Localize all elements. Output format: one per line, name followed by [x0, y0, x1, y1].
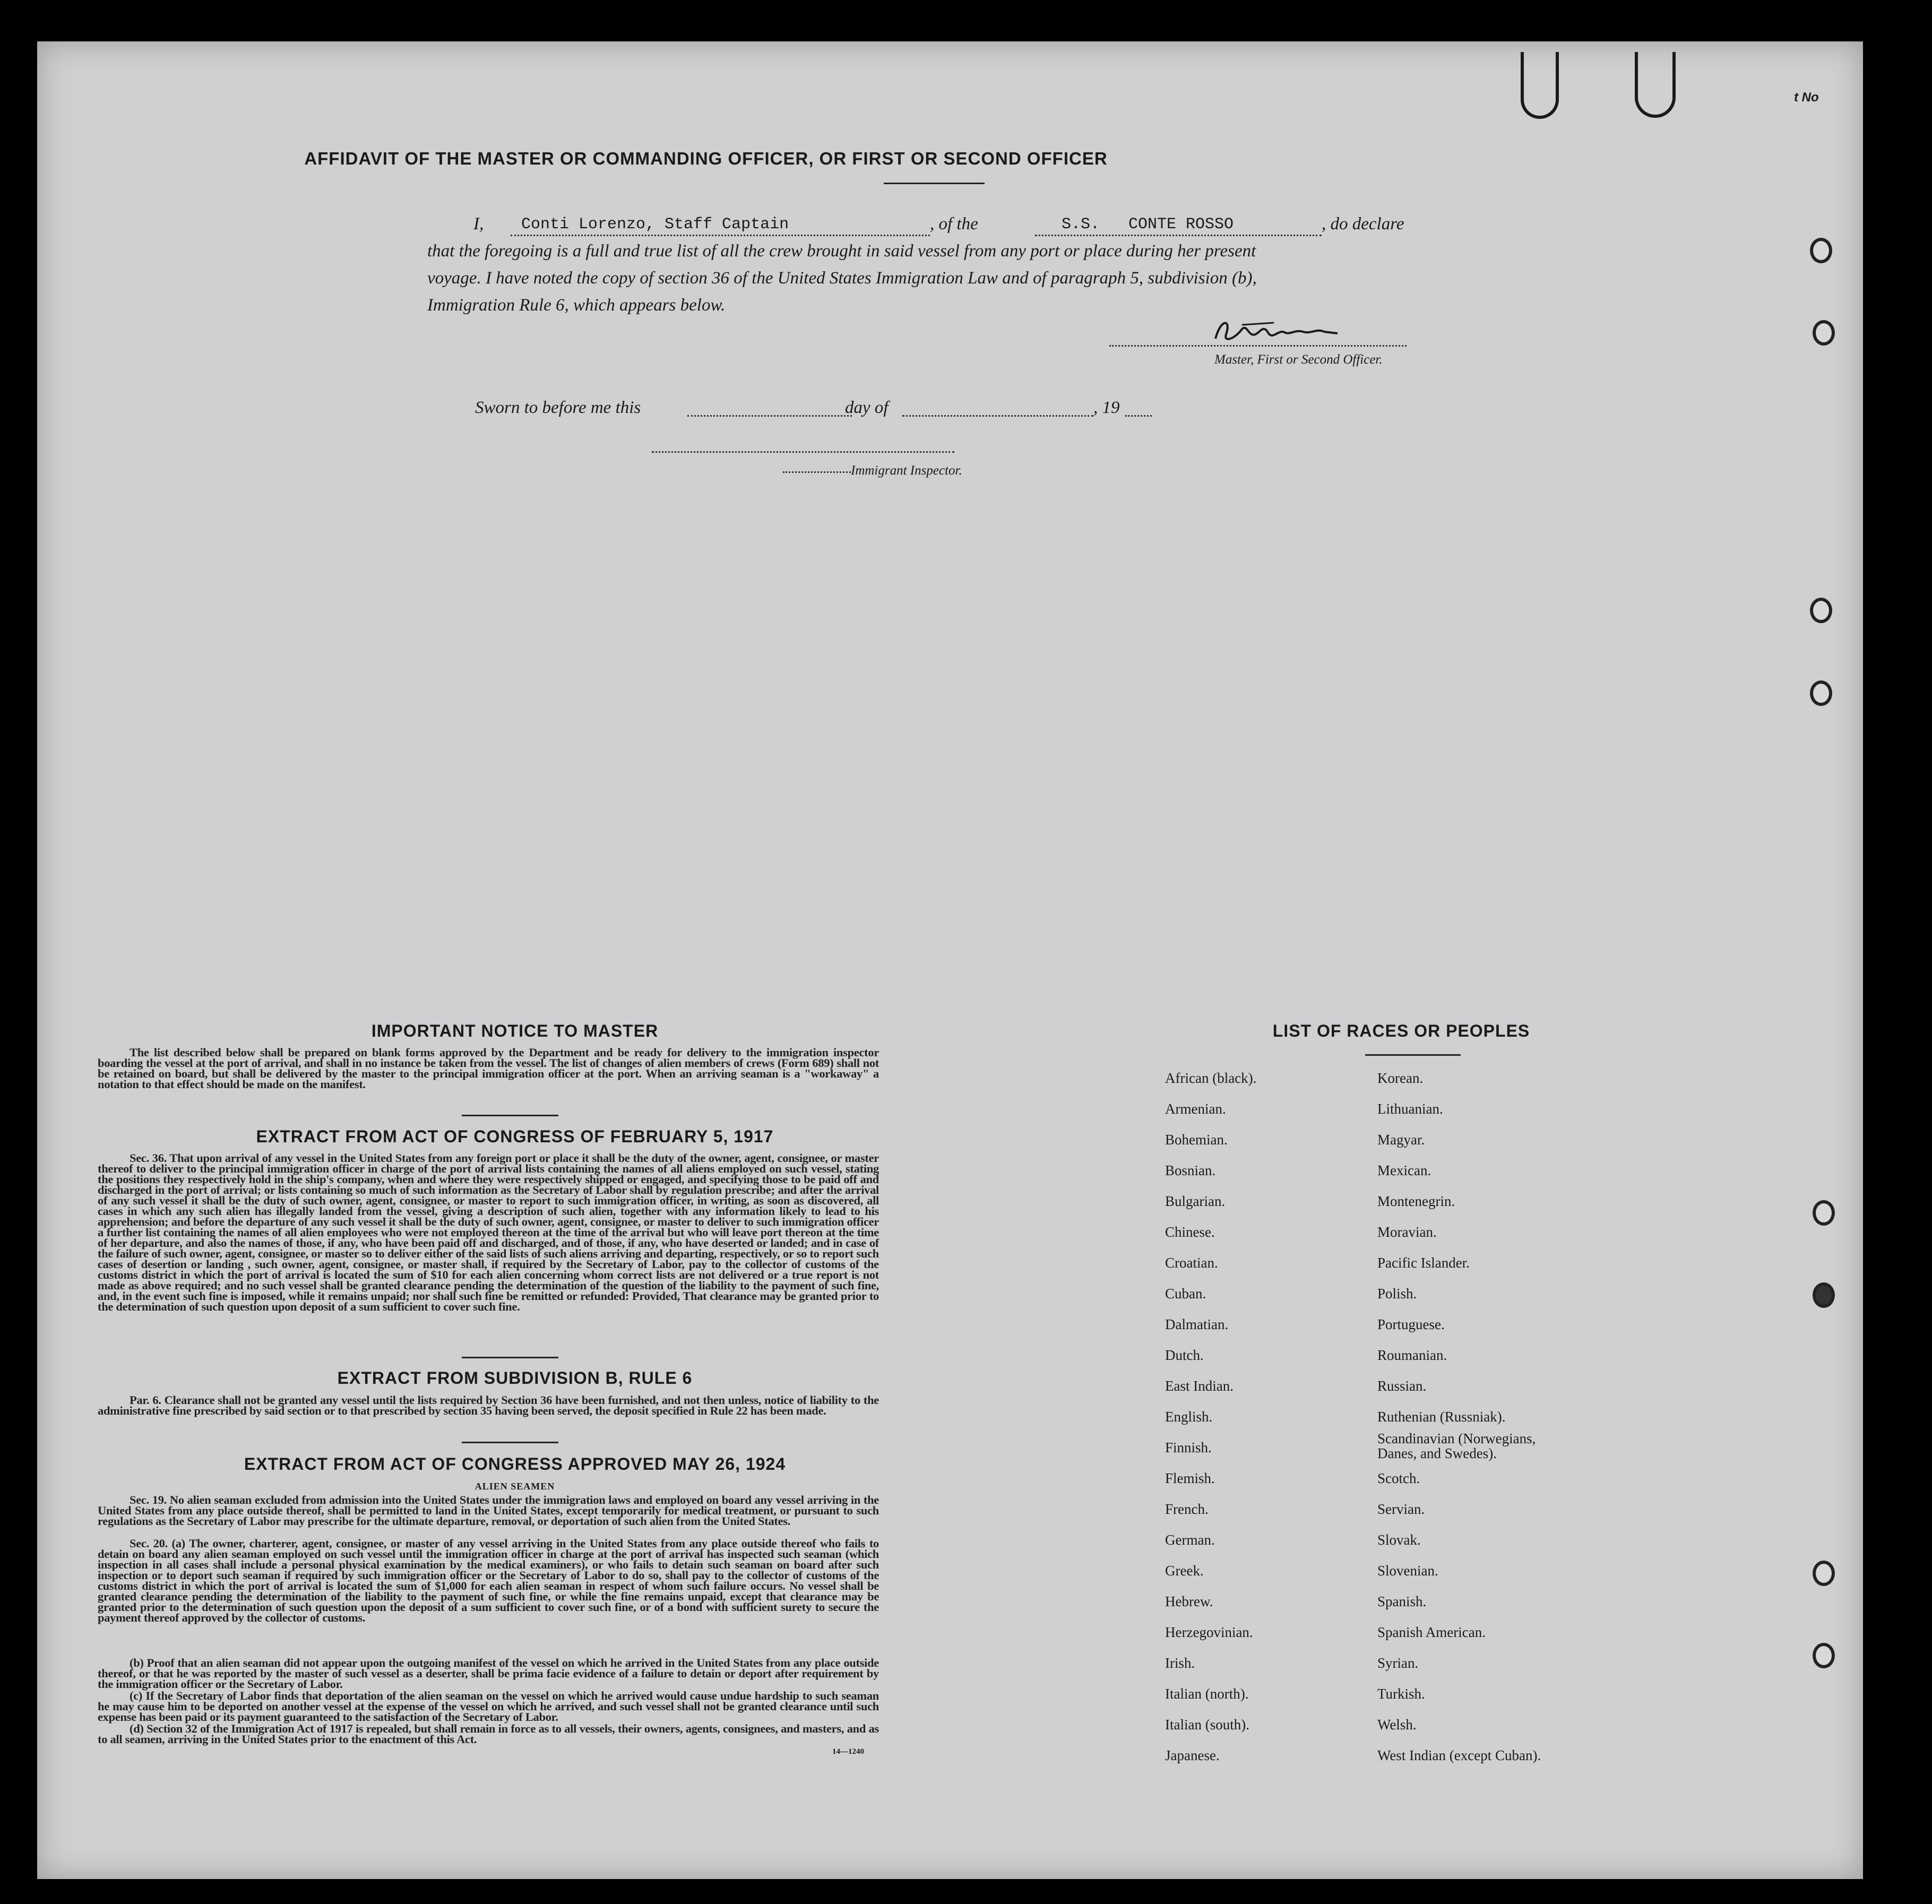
race-item: Italian (south).: [1165, 1717, 1249, 1733]
corner-text: t No: [1794, 90, 1819, 105]
inspector-line: [652, 451, 954, 453]
race-item: Irish.: [1165, 1655, 1195, 1671]
inspector-line-2: [783, 471, 851, 473]
notice-title: IMPORTANT NOTICE TO MASTER: [371, 1021, 659, 1040]
vessel-name-field: S.S. CONTE ROSSO: [1062, 216, 1234, 234]
race-item: Bosnian.: [1165, 1162, 1216, 1178]
divider: [462, 1357, 558, 1358]
race-item: Scotch.: [1377, 1470, 1420, 1486]
race-item: Finnish.: [1165, 1440, 1212, 1455]
affidavit-of-the: , of the: [930, 214, 978, 234]
name-underline: [511, 235, 930, 236]
punch-hole: [1813, 320, 1835, 346]
race-item: West Indian (except Cuban).: [1377, 1747, 1541, 1763]
punch-hole: [1813, 1200, 1835, 1226]
race-item: Dutch.: [1165, 1347, 1204, 1363]
race-item: Montenegrin.: [1377, 1193, 1455, 1209]
race-item: Dalmatian.: [1165, 1316, 1229, 1332]
race-item: Portuguese.: [1377, 1316, 1445, 1332]
divider: [462, 1115, 558, 1116]
race-item: German.: [1165, 1532, 1215, 1548]
vessel-underline: [1035, 235, 1322, 236]
race-item: Hebrew.: [1165, 1593, 1213, 1609]
divider: [1365, 1054, 1461, 1056]
affidavit-line-1: [473, 214, 484, 234]
race-item: Croatian.: [1165, 1255, 1218, 1271]
race-item: Bohemian.: [1165, 1132, 1228, 1148]
handwritten-mark-right: [1635, 52, 1676, 118]
month-line: [902, 415, 1093, 417]
race-item: Greek.: [1165, 1563, 1204, 1579]
punch-hole: [1813, 1561, 1835, 1586]
race-item: Polish.: [1377, 1286, 1417, 1302]
punch-hole: [1813, 1643, 1835, 1668]
race-item: Spanish American.: [1377, 1624, 1486, 1640]
affidavit-line-4: Immigration Rule 6, which appears below.: [427, 296, 726, 315]
divider: [462, 1442, 558, 1443]
form-page: [37, 41, 1863, 1879]
affidavit-title: AFFIDAVIT OF THE MASTER OR COMMANDING OFFICER, OR FIRST OR SECOND OFFICER: [304, 149, 1108, 168]
race-item: Scandinavian (Norwegians, Danes, and Swedes).: [1377, 1431, 1536, 1461]
race-item: Turkish.: [1377, 1686, 1425, 1702]
signature-line: [1109, 345, 1407, 347]
sec19-body: Sec. 19. No alien seaman excluded from admission into the United States under the immigration laws and employed on board any vessel arriving in the United States from any place outside thereof, shall be permitted to land in the United States, except temporarily for medical treatment, or pursuant to such regulations as the Secretary of Labor may prescribe for the ultimate departure, removal, or deportation of such alien from the United States.: [98, 1493, 879, 1528]
race-item: Moravian.: [1377, 1224, 1437, 1240]
race-item: Russian.: [1377, 1378, 1427, 1394]
race-item: Slovenian.: [1377, 1563, 1438, 1579]
sworn-day-line: [687, 415, 852, 417]
punch-hole: [1813, 1282, 1835, 1308]
day-of-text: day of: [845, 398, 889, 417]
race-item: Pacific Islander.: [1377, 1255, 1470, 1271]
race-item: Spanish.: [1377, 1593, 1427, 1609]
sec20c-body: (c) If the Secretary of Labor finds that deportation of the alien seaman on the vessel on which he arrived would cause undue hardship to such seaman he may cause him to be deported on another vessel at the expense of the vessel on which he arrived, and such vessel shall not be granted clearance until such expense has been paid or its payment guaranteed to the satisfaction of the Secretary of Labor.: [98, 1689, 879, 1724]
race-item: Korean.: [1377, 1070, 1424, 1086]
race-item: Herzegovinian.: [1165, 1624, 1253, 1640]
race-item: Lithuanian.: [1377, 1101, 1443, 1117]
punch-hole: [1810, 598, 1832, 623]
race-item: Italian (north).: [1165, 1686, 1249, 1702]
inspector-caption: Immigrant Inspector.: [851, 463, 962, 478]
race-item: French.: [1165, 1501, 1209, 1517]
race-item: African (black).: [1165, 1070, 1257, 1086]
race-item: English.: [1165, 1409, 1213, 1425]
sec20d-body: (d) Section 32 of the Immigration Act of 1917 is repealed, but shall remain in force as to all vessels, their owners, agents, consignees, and masters, and as to all seamen, arriving in the United States prior to the enactment of this Act.: [98, 1722, 879, 1746]
race-item: Chinese.: [1165, 1224, 1215, 1240]
sworn-text: Sworn to before me this: [475, 398, 641, 417]
form-number: 14—1240: [832, 1747, 864, 1756]
extract-1924-title: EXTRACT FROM ACT OF CONGRESS APPROVED MAY 26, 1924: [244, 1454, 786, 1474]
race-item: Bulgarian.: [1165, 1193, 1226, 1209]
races-title: LIST OF RACES OR PEOPLES: [1272, 1021, 1530, 1040]
race-item: Armenian.: [1165, 1101, 1226, 1117]
sec20a-body: Sec. 20. (a) The owner, charterer, agent, consignee, or master of any vessel arriving in the United States from any place outside thereof who fails to detain on board any alien seaman employed on such vessel until the immigration officer in charge at the port of arrival has inspected such seaman (which inspection in all cases shall include a personal physical examination by the medical examiners), or who fails to detain such seaman on board after such inspection or to deport such seaman if required by such immigration officer or the Secretary of Labor to do so, shall pay to the collector of customs of the customs district in which the port of arrival is located the sum of $1,000 for each alien seaman in respect of whom such failure occurs. No vessel shall be granted clearance pending the determination of the liability to the payment of such fine, or while the fine remains unpaid, except that clearance may be granted prior to the determination of such question upon the deposit of a sum sufficient to cover such fine, or of a bond with sufficient surety to secure the payment thereof approved by the collector of customs.: [98, 1537, 879, 1624]
year-text: , 19: [1093, 398, 1120, 417]
extract-rule6-title: EXTRACT FROM SUBDIVISION B, RULE 6: [337, 1368, 693, 1388]
race-item: Syrian.: [1377, 1655, 1419, 1671]
affidavit-do-declare: , do declare: [1322, 214, 1404, 234]
race-item: Ruthenian (Russniak).: [1377, 1409, 1506, 1425]
race-item: Slovak.: [1377, 1532, 1421, 1548]
year-line: [1125, 415, 1152, 417]
sec20b-body: (b) Proof that an alien seaman did not appear upon the outgoing manifest of the vessel on which he arrived in the United States from any place outside thereof, or that he was reported by the master of such vessel as a deserter, shall be prima facie evidence of a failure to detain or deport after requirement by the immigration officer or the Secretary of Labor.: [98, 1656, 879, 1691]
affidavit-line-3: voyage. I have noted the copy of section 36 of the United States Immigration Law and of paragraph 5, subdivision (b),: [427, 269, 1257, 288]
extract-1917-body: Sec. 36. That upon arrival of any vessel in the United States from any foreign port or place it shall be the duty of the owner, agent, consignee, or master thereof to deliver to the principal immigration officer in charge of the port of arrival lists containing the names of all aliens employed on such vessel, stating the positions they respectively hold in the ship's company, when and where they were respectively shipped or engaged, and specifying those to be paid off and discharged in the port of arrival; or lists containing so much of such information as the Secretary of Labor shall by regulation prescribe; and after the arrival of any such vessel it shall be the duty of such owner, agent, consignee, or master to report to such immigration officer, in writing, as soon as discovered, all cases in which any such alien has illegally landed from the vessel, giving a description of such alien, together with any information likely to lead to his apprehension; and before the departure of any such vessel it shall be the duty of such owner, agent, consignee, or master to deliver to such immigration officer a further list containing the names of all alien employees who were not employed thereon at the time of the arrival but who will leave port thereon at the time of her departure, and also the names of those, if any, who have been paid off and discharged, and of those, if any, who have deserted or landed; and in case of the failure of such owner, agent, consignee, or master so to deliver either of the said lists of such aliens arriving and departing, respectively, or so to report such cases of desertion or landing , such owner, agent, consignee, or master shall, if required by the Secretary of Labor, pay to the collector of customs of the customs district in which the port of arrival is located the sum of $10 for each alien concerning whom correct lists are not delivered or a true report is not made as above required; and no such vessel shall be granted clearance pending the determination of the question of the liability to the payment of such fine, and, in the event such fine is imposed, while it remains unpaid; nor shall such fine be remitted or refunded: Provided, That clearance may be granted prior to the determination of such question upon deposit of a sum sufficient to cover such fine.: [98, 1151, 879, 1313]
race-item: Japanese.: [1165, 1747, 1220, 1763]
race-item: East Indian.: [1165, 1378, 1234, 1394]
affidavit-i: I,: [473, 214, 484, 234]
master-name-field: Conti Lorenzo, Staff Captain: [521, 216, 789, 234]
handwritten-mark-left: [1521, 52, 1559, 119]
race-item: Servian.: [1377, 1501, 1425, 1517]
alien-seamen-subtitle: ALIEN SEAMEN: [475, 1481, 555, 1492]
notice-body: The list described below shall be prepared on blank forms approved by the Department and be ready for delivery to the immigration inspector boarding the vessel at the port of arrival, and shall in no instance be taken from the vessel. The list of changes of alien members of crews (Form 689) shall not be retained on board, but shall be delivered by the master to the principal immigration officer at the port. When an arriving seaman is a "workaway" a notation to that effect should be made on the manifest.: [98, 1046, 879, 1091]
divider: [884, 183, 985, 184]
affidavit-line-2: that the foregoing is a full and true list of all the crew brought in said vessel from any port or place during her present: [427, 242, 1256, 261]
race-item: Roumanian.: [1377, 1347, 1447, 1363]
race-item: Mexican.: [1377, 1162, 1431, 1178]
signature-caption: Master, First or Second Officer.: [1214, 352, 1383, 367]
race-item: Magyar.: [1377, 1132, 1425, 1148]
punch-hole: [1810, 680, 1832, 706]
extract-1917-title: EXTRACT FROM ACT OF CONGRESS OF FEBRUARY 5, 1917: [256, 1127, 774, 1146]
race-item: Welsh.: [1377, 1717, 1417, 1733]
race-item: Cuban.: [1165, 1286, 1206, 1302]
punch-hole: [1810, 238, 1832, 263]
race-item: Flemish.: [1165, 1470, 1215, 1486]
extract-rule6-body: Par. 6. Clearance shall not be granted any vessel until the lists required by Section 36 have been furnished, and not then unless, notice of liability to the administrative fine prescribed by said section or to that prescribed by section 35 having been served, the deposit specified in Rule 22 has been made.: [98, 1393, 879, 1417]
